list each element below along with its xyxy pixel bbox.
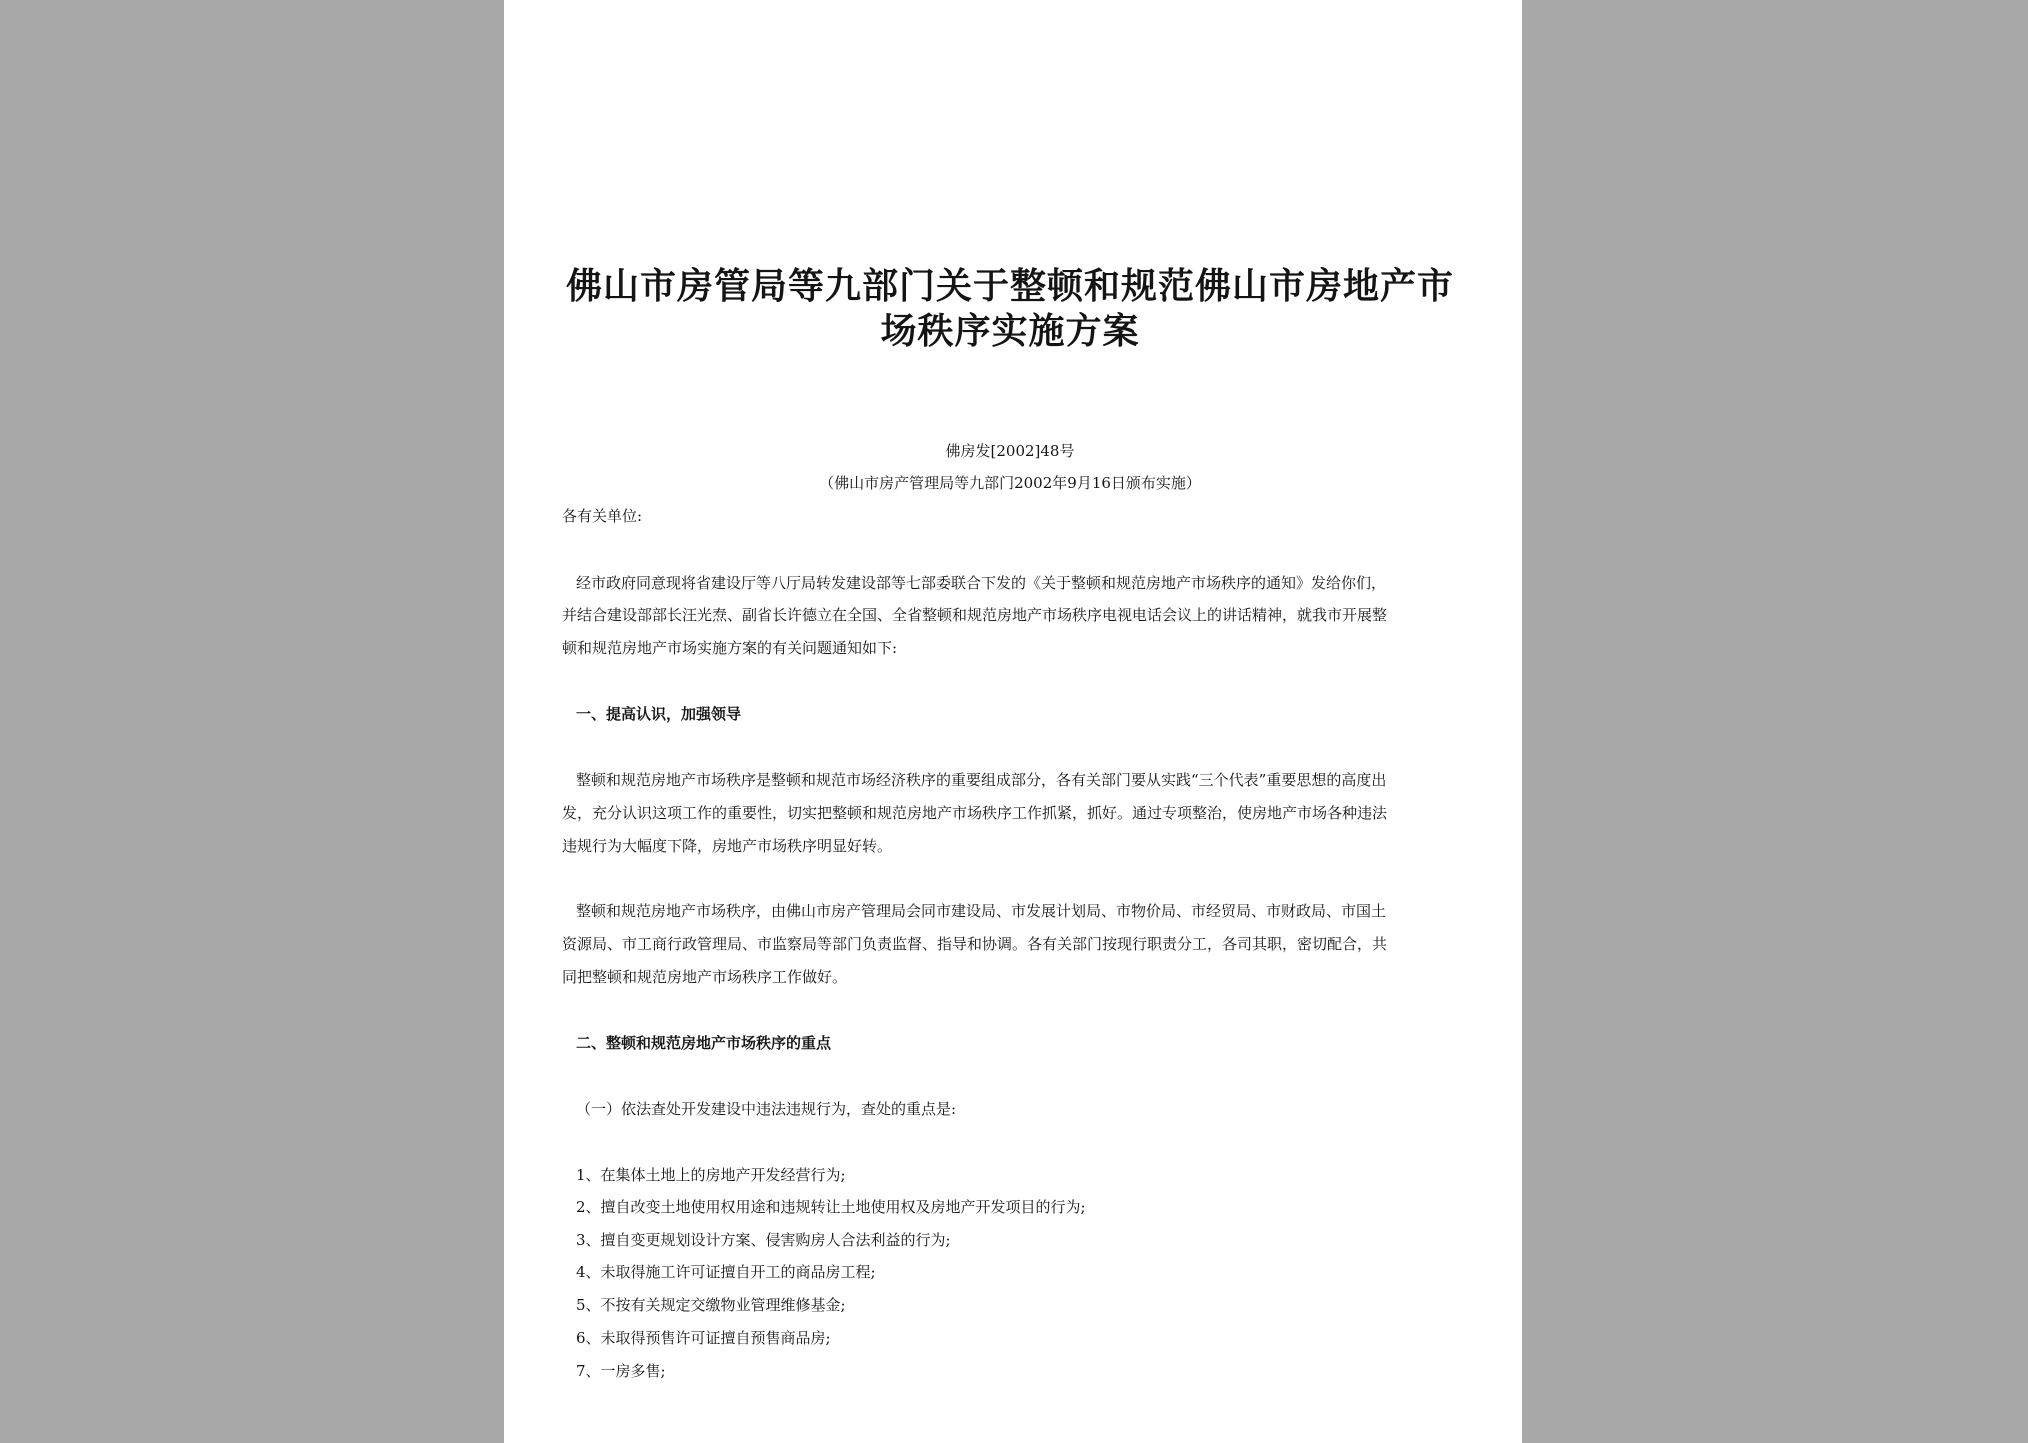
document-number: 佛房发[2002]48号	[945, 442, 1075, 460]
section-1-para-1-line-2: 发，充分认识这项工作的重要性，切实把整顿和规范房地产市场秩序工作抓紧，抓好。通过专项整治，使房地产市场各种违法	[562, 804, 1388, 822]
section-2-heading: 二、整顿和规范房地产市场秩序的重点	[576, 1034, 832, 1052]
list-item: 7、一房多售;	[576, 1362, 666, 1380]
section-1-para-2-line-2: 资源局、市工商行政管理局、市监察局等部门负责监督、指导和协调。各有关部门按现行职责分工，各司其职，密切配合，共	[562, 935, 1388, 953]
list-item: 5、不按有关规定交缴物业管理维修基金;	[576, 1296, 846, 1314]
document-page	[504, 0, 1522, 1443]
list-item: 1、在集体土地上的房地产开发经营行为;	[576, 1166, 846, 1184]
intro-line-2: 并结合建设部部长汪光焘、副省长许德立在全国、全省整顿和规范房地产市场秩序电视电话会议上的讲话精神，就我市开展整	[562, 606, 1388, 624]
document-title-line-1: 佛山市房管局等九部门关于整顿和规范佛山市房地产市	[565, 265, 1454, 307]
section-1-para-2-line-3: 同把整顿和规范房地产市场秩序工作做好。	[562, 968, 848, 986]
list-item: 4、未取得施工许可证擅自开工的商品房工程;	[576, 1263, 876, 1281]
section-2-subheading: （一）依法查处开发建设中违法违规行为，查处的重点是:	[576, 1100, 957, 1118]
list-item: 6、未取得预售许可证擅自预售商品房;	[576, 1329, 831, 1347]
intro-line-3: 顿和规范房地产市场实施方案的有关问题通知如下:	[562, 639, 898, 657]
intro-line-1: 经市政府同意现将省建设厅等八厅局转发建设部等七部委联合下发的《关于整顿和规范房地产市场秩序的通知》发给你们，	[576, 574, 1387, 592]
section-1-para-2-line-1: 整顿和规范房地产市场秩序，由佛山市房产管理局会同市建设局、市发展计划局、市物价局、市经贸局、市财政局、市国土	[576, 902, 1387, 920]
document-title-line-2: 场秩序实施方案	[880, 310, 1140, 352]
salutation: 各有关单位:	[562, 507, 643, 525]
issuer-note: （佛山市房产管理局等九部门2002年9月16日颁布实施）	[819, 474, 1201, 492]
list-item: 3、擅自变更规划设计方案、侵害购房人合法利益的行为;	[576, 1231, 951, 1249]
section-1-heading: 一、提高认识，加强领导	[576, 705, 742, 723]
section-1-para-1-line-3: 违规行为大幅度下降，房地产市场秩序明显好转。	[562, 837, 893, 855]
section-1-para-1-line-1: 整顿和规范房地产市场秩序是整顿和规范市场经济秩序的重要组成部分，各有关部门要从实践“三个代表”重要思想的高度出	[576, 771, 1387, 789]
list-item: 2、擅自改变土地使用权用途和违规转让土地使用权及房地产开发项目的行为;	[576, 1198, 1086, 1216]
